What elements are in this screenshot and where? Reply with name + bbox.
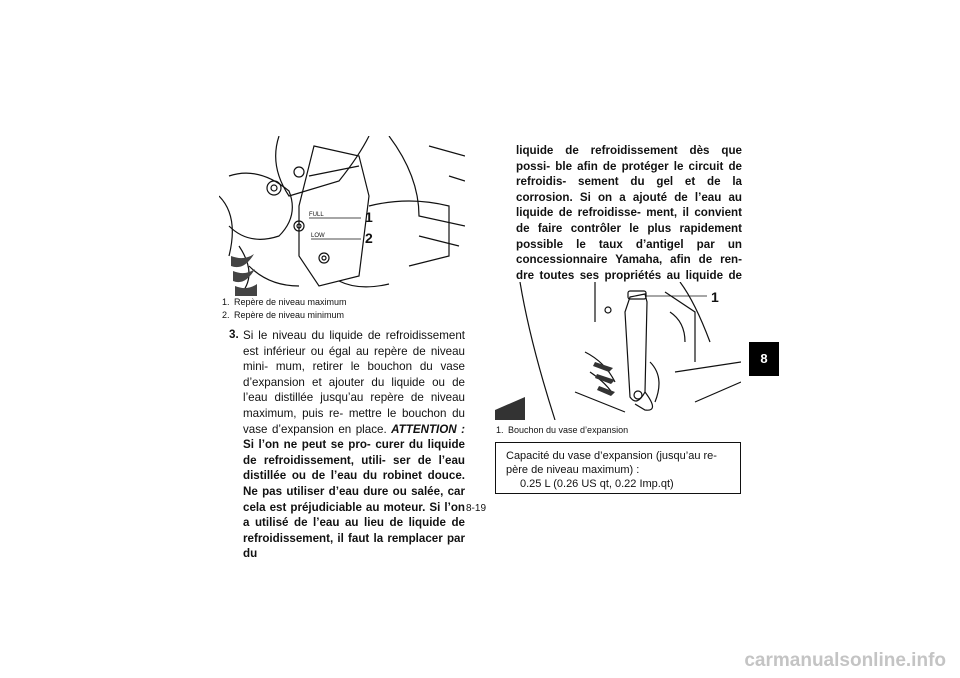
capacity-spec-box (495, 442, 741, 494)
attention-label: ATTENTION : (391, 422, 465, 436)
step-3-number: 3. (229, 328, 239, 341)
figure1-caption (222, 296, 462, 322)
callout-1: 1 (711, 289, 719, 305)
continuation-text: liquide de refroidissement dès que possi- ble afin de protéger le circuit de refroidis- sement du gel et de la corrosion. Si on a ajouté de l’eau au liquide de refroidisse- ment, il convient de faire contrôler le plus rapidement possible le taux d’antigel par un concessionnaire Yamaha, afin de ren- dre toutes ses propriétés au liquide de (516, 143, 742, 301)
full-mark-label: FULL (309, 212, 324, 218)
coolant-reservoir-illustration (219, 136, 465, 296)
attention-text: Si l’on ne peut se pro- curer du liquide de refroidissement, utili- ser de l’eau distillée ou de l’eau du robinet douce. Ne pas utiliser d’eau dure ou salée, car cela est préjudiciable au moteur. Si l’on a utilisé de l’eau au lieu de liquide de refroidissement, il faut la remplacer par du (243, 438, 465, 561)
callout-1: 1 (365, 209, 373, 225)
callout-2: 2 (365, 230, 373, 246)
low-mark-label: LOW (311, 233, 325, 239)
figure-reservoir-cap (495, 282, 741, 420)
spec-value: 0.25 L (0.26 US qt, 0.22 Imp.qt) (520, 478, 674, 490)
figure2-caption (496, 424, 742, 437)
caption-item: 1. Bouchon du vase d’expansion (496, 425, 629, 435)
spec-label: Capacité du vase d’expansion (jusqu’au re- père de niveau maximum) : (506, 450, 717, 476)
chapter-tab: 8 (749, 342, 779, 376)
page-number: 8-19 (466, 503, 487, 514)
source-watermark: carmanualsonline.info (744, 650, 946, 671)
step-3-text: Si le niveau du liquide de refroidissement est inférieur ou égal au repère de niveau mini- mum, retirer le bouchon du vase d’expansion et ajouter du liquide ou de l’eau distillée jusqu’au repère de niveau maximum, puis re- mettre le bouchon du vase d’expansion en place. ATTENTION : Si l’on ne peut se pro- curer du liquide de refroidissement, utili- ser de l’eau distillée ou de l’eau du robinet douce. Ne pas utiliser d’eau dure ou salée, car cela est préjudiciable au moteur. Si l’on a utilisé de l’eau au lieu de liquide de refroidissement, il faut la remplacer par du (243, 329, 465, 561)
figure-coolant-reservoir-levels (219, 136, 465, 296)
caption-item: 1. Repère de niveau maximum (222, 297, 347, 307)
reservoir-cap-illustration (495, 282, 741, 420)
caption-item: 2. Repère de niveau minimum (222, 310, 345, 320)
